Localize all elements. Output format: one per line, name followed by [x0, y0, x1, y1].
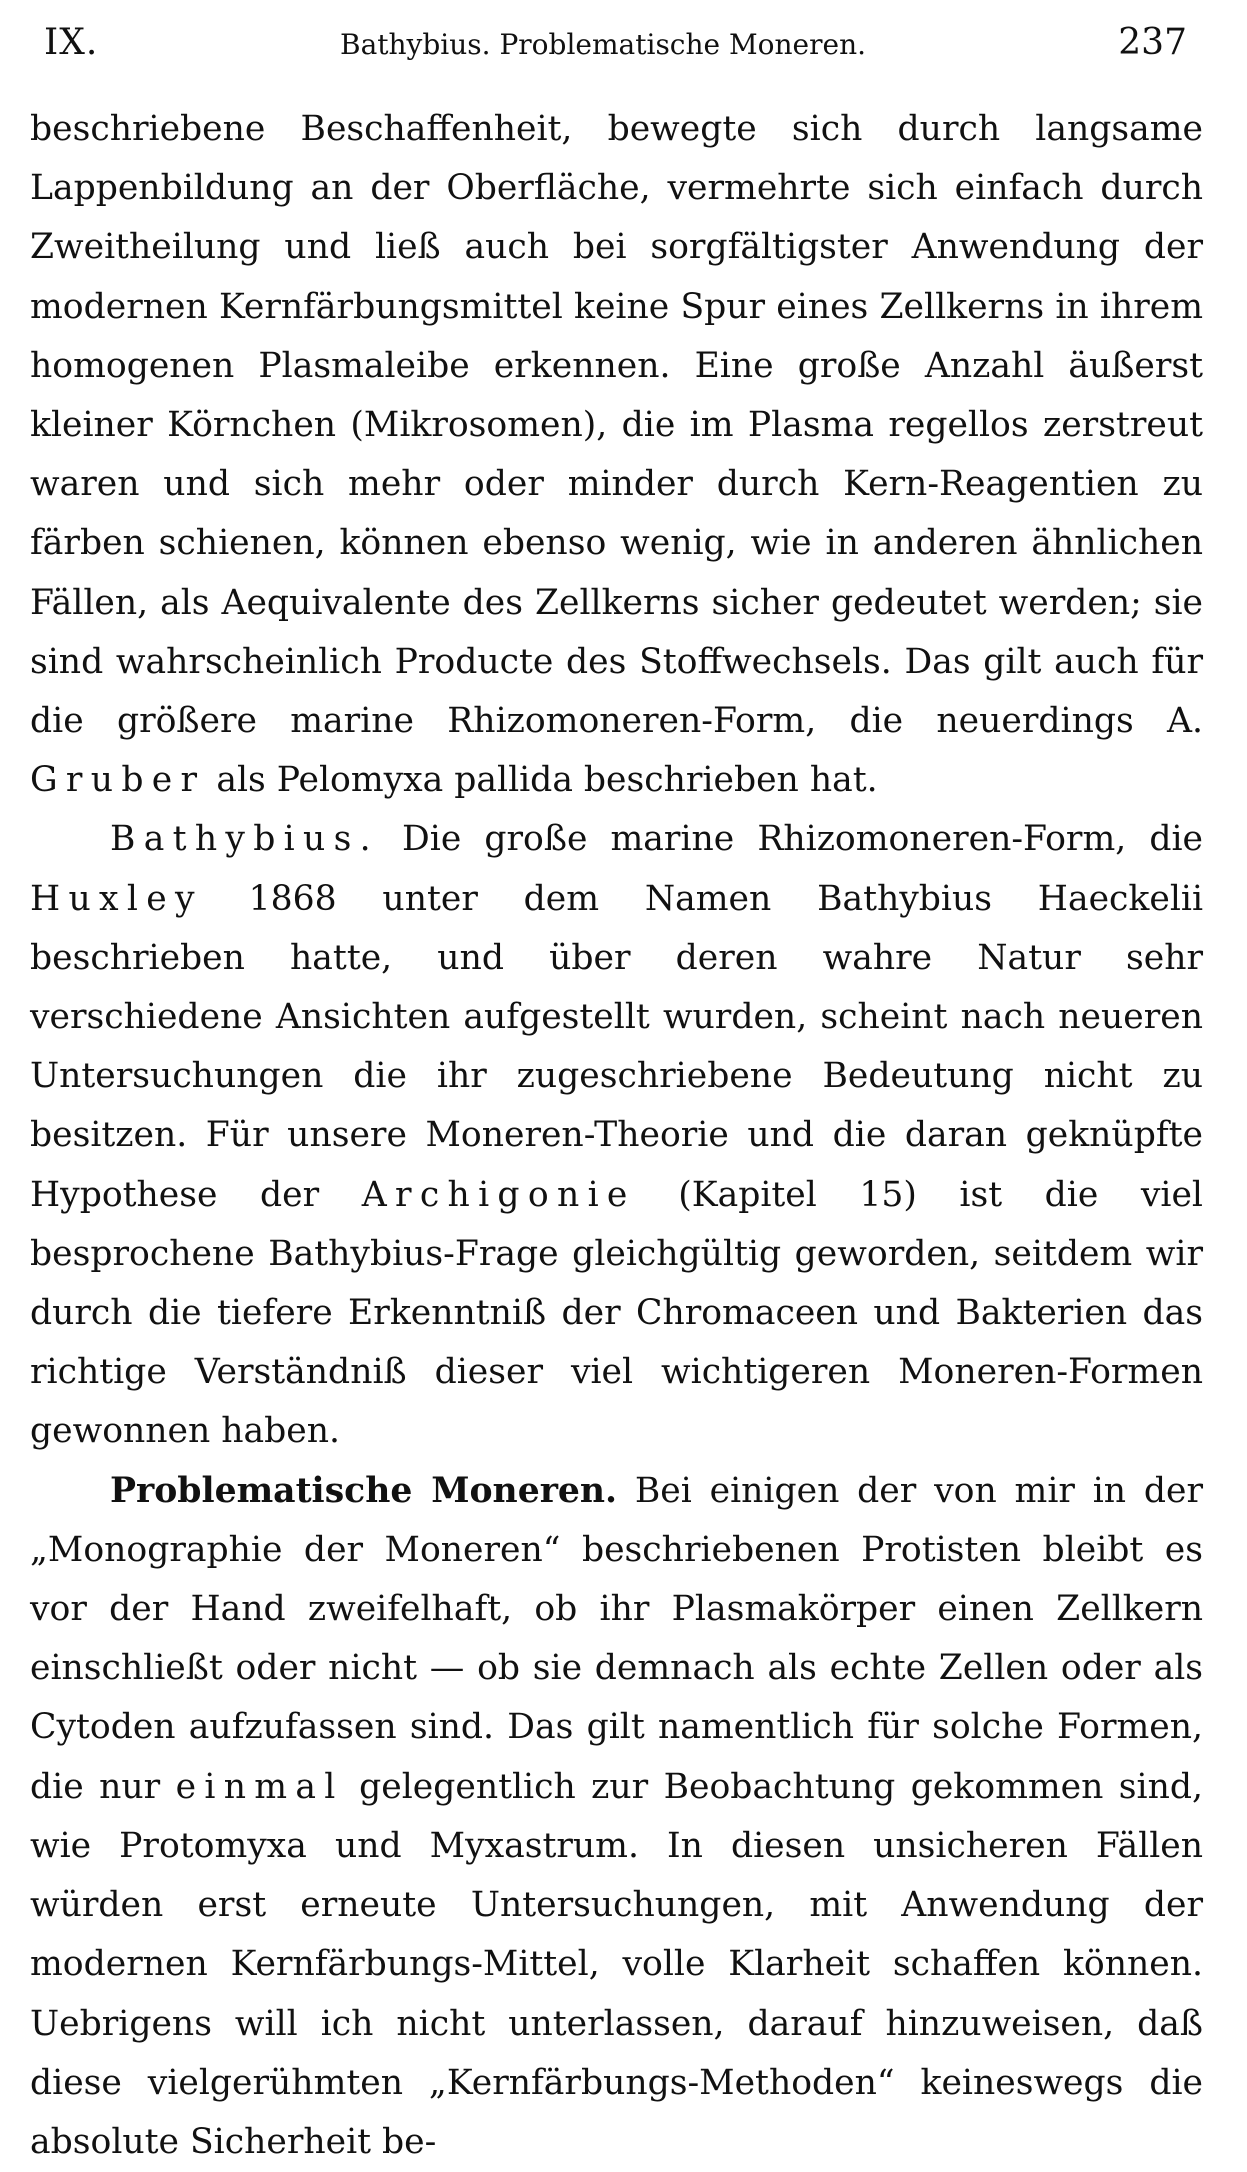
- paragraph-problematische-moneren: [30, 1462, 1203, 2172]
- emphasis-einmal: einmal: [175, 1766, 344, 1807]
- section-heading-problematische-moneren: Problematische Moneren.: [110, 1470, 618, 1511]
- text-run: gelegentlich zur Beobachtung gekommen sind, wie Protomyxa und Myxastrum. In diesen unsicheren Fällen würden erst erneute Untersuchungen, mit Anwendung der modernen Kernfärbungs-Mittel, volle Klarheit schaffen können. Uebrigens will ich nicht unterlassen, darauf hinzuweisen, daß diese vielgerühmten „Kernfärbungs-Methoden“ keineswegs die absolute Sicherheit be-: [30, 1766, 1203, 2162]
- running-title: Bathybius. Problematische Moneren.: [340, 28, 867, 61]
- text-run: beschriebene Beschaffenheit, bewegte sich durch langsame Lappenbildung an der Oberfläche, vermehrte sich einfach durch Zweitheilung und ließ auch bei sorgfältigster Anwendung der modernen Kernfärbungsmittel keine Spur eines Zellkerns in ihrem homogenen Plasmaleibe erkennen. Eine große Anzahl äußerst kleiner Körnchen (Mikrosomen), die im Plasma regellos zerstreut waren und sich mehr oder minder durch Kern-Reagentien zu färben schienen, können ebenso wenig, wie in anderen ähnlichen Fällen, als Aequivalente des Zellkerns sicher gedeutet werden; sie sind wahrscheinlich Producte des Stoffwechsels. Das gilt auch für die größere marine Rhizomoneren-Form, die neuerdings A.: [30, 109, 1203, 742]
- text-run: als Pelomyxa pallida beschrieben hat.: [205, 760, 878, 801]
- section-lead-bathybius: Bathybius.: [110, 819, 379, 860]
- chapter-number: IX.: [44, 22, 99, 63]
- author-name-gruber: Gruber: [30, 760, 206, 801]
- text-run: Die große marine Rhizomoneren-Form, die: [378, 819, 1203, 860]
- paragraph-bathybius: [30, 810, 1203, 1461]
- running-header: [30, 18, 1203, 74]
- text-run: Bei einigen der von mir in der „Monographie der Moneren“ beschriebenen Protisten bleibt es vor der Hand zweifelhaft, ob ihr Plasmakörper einen Zellkern einschließt oder nicht — ob sie demnach als echte Zellen oder als Cytoden aufzufassen sind. Das gilt namentlich für solche Formen, die nur: [30, 1470, 1203, 1807]
- body-text: [30, 100, 1203, 2172]
- text-run: 1868 unter dem Namen Bathybius Haeckelii beschrieben hatte, und über deren wahre Natur sehr verschiedene Ansichten aufgestellt wurden, scheint nach neueren Untersuchungen die ihr zugeschriebene Bedeutung nicht zu besitzen. Für unsere Moneren-Theorie und die daran geknüpfte Hypothese der: [30, 878, 1203, 1215]
- author-name-huxley: Huxley: [30, 878, 203, 919]
- page-number: 237: [1118, 22, 1187, 63]
- term-archigonie: Archigonie: [361, 1174, 636, 1215]
- text-run: (Kapitel 15) ist die viel besprochene Bathybius-Frage gleichgültig geworden, seitdem wir durch die tiefere Erkenntniß der Chromaceen und Bakterien das richtige Verständniß dieser viel wichtigeren Moneren-Formen gewonnen haben.: [30, 1174, 1203, 1452]
- paragraph-continuation: [30, 100, 1203, 810]
